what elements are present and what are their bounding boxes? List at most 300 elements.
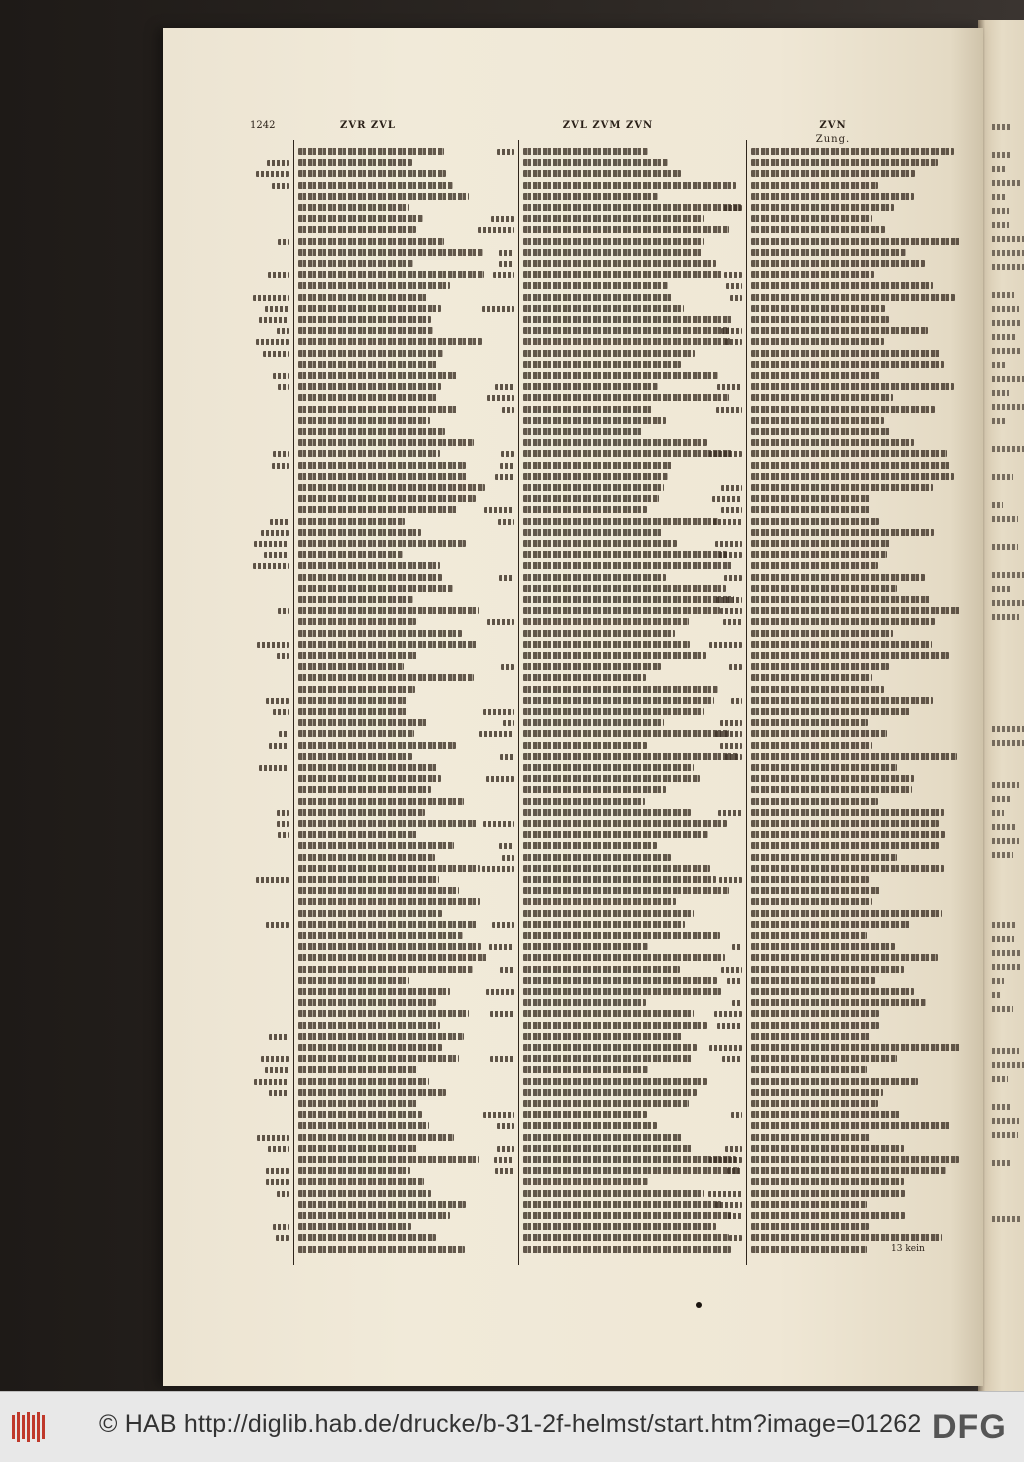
text-line	[751, 842, 939, 849]
facing-text-fragment	[992, 978, 1004, 984]
text-line	[751, 159, 938, 166]
margin-reference	[265, 306, 289, 312]
text-line	[298, 1010, 469, 1017]
text-line	[751, 932, 867, 939]
text-line	[751, 798, 878, 805]
margin-reference	[720, 608, 742, 614]
text-line	[751, 1078, 918, 1085]
catchword: 13 kein	[891, 1244, 925, 1254]
text-line	[751, 876, 869, 883]
text-line	[751, 1156, 959, 1163]
text-line	[523, 1145, 693, 1152]
text-line	[751, 652, 949, 659]
text-line	[751, 260, 925, 267]
text-line	[751, 831, 945, 838]
text-line	[523, 742, 647, 749]
text-line	[523, 383, 658, 390]
margin-reference	[719, 877, 742, 883]
text-line	[523, 518, 718, 525]
margin-reference	[491, 216, 514, 222]
text-line	[523, 697, 714, 704]
text-line	[751, 1145, 904, 1152]
margin-reference	[273, 709, 289, 715]
text-line	[523, 966, 680, 973]
facing-text-fragment	[992, 572, 1024, 578]
facing-text-fragment	[992, 222, 1009, 228]
margin-reference	[713, 519, 742, 525]
margin-reference	[273, 373, 289, 379]
text-line	[298, 842, 454, 849]
margin-reference	[501, 664, 514, 670]
facing-text-fragment	[992, 306, 1019, 312]
margin-reference	[492, 922, 514, 928]
text-line	[298, 383, 441, 390]
text-line	[751, 327, 928, 334]
facing-text-fragment	[992, 1118, 1019, 1124]
text-line	[523, 327, 729, 334]
margin-reference	[503, 720, 514, 726]
margin-reference	[716, 597, 742, 603]
text-line	[298, 1055, 459, 1062]
text-line	[298, 551, 403, 558]
margin-reference	[483, 821, 514, 827]
margin-reference	[277, 653, 289, 659]
text-line	[523, 294, 672, 301]
text-line	[523, 1178, 648, 1185]
text-line	[523, 921, 685, 928]
text-line	[751, 462, 951, 469]
facing-text-fragment	[992, 1048, 1019, 1054]
text-line	[298, 1167, 410, 1174]
text-line	[523, 798, 645, 805]
copyright-url[interactable]: © HAB http://diglib.hab.de/drucke/b-31-2f-helmst/start.htm?image=01262	[99, 1410, 922, 1438]
text-line	[298, 182, 453, 189]
margin-reference	[278, 384, 289, 390]
text-line	[751, 417, 884, 424]
margin-reference	[731, 1112, 742, 1118]
text-line	[298, 495, 476, 502]
text-line	[298, 854, 435, 861]
margin-reference	[732, 1000, 742, 1006]
text-line	[298, 518, 405, 525]
text-line	[298, 1100, 418, 1107]
text-line	[298, 305, 441, 312]
facing-page-edge	[978, 20, 1024, 1391]
text-line	[298, 865, 480, 872]
text-line	[298, 394, 438, 401]
margin-reference	[724, 575, 742, 581]
facing-text-fragment	[992, 404, 1024, 410]
text-line	[298, 988, 450, 995]
margin-reference	[272, 183, 289, 189]
text-line	[298, 260, 413, 267]
text-line	[751, 618, 935, 625]
margin-reference	[727, 978, 742, 984]
text-line	[298, 943, 481, 950]
text-line	[523, 708, 704, 715]
margin-reference	[501, 451, 514, 457]
text-line	[298, 809, 425, 816]
margin-reference	[489, 944, 514, 950]
hab-logo-bar	[12, 1415, 15, 1439]
text-line	[751, 1234, 942, 1241]
text-line	[523, 148, 648, 155]
margin-reference	[484, 507, 514, 513]
text-line	[751, 1246, 867, 1253]
text-line	[523, 775, 700, 782]
margin-reference	[499, 261, 514, 267]
margin-reference	[718, 810, 742, 816]
text-line	[751, 350, 941, 357]
text-line	[751, 372, 880, 379]
text-line	[298, 294, 427, 301]
facing-text-fragment	[992, 600, 1024, 606]
margin-reference	[278, 239, 289, 245]
text-line	[751, 518, 879, 525]
facing-text-fragment	[992, 516, 1018, 522]
margin-reference	[715, 1202, 742, 1208]
facing-text-fragment	[992, 726, 1024, 732]
margin-reference	[498, 519, 514, 525]
text-line	[298, 529, 421, 536]
text-line	[523, 753, 738, 760]
text-line	[751, 742, 872, 749]
text-line	[298, 1078, 429, 1085]
margin-reference	[256, 339, 289, 345]
facing-text-fragment	[992, 320, 1020, 326]
scanned-page	[163, 28, 983, 1386]
margin-reference	[720, 720, 742, 726]
margin-reference	[486, 776, 514, 782]
text-line	[751, 708, 911, 715]
facing-text-fragment	[992, 1132, 1018, 1138]
text-line	[751, 238, 960, 245]
text-line	[298, 473, 468, 480]
margin-reference	[257, 1135, 289, 1141]
text-line	[298, 439, 474, 446]
hab-logo-bar	[32, 1415, 35, 1439]
text-line	[298, 630, 462, 637]
facing-text-fragment	[992, 208, 1009, 214]
text-line	[523, 652, 706, 659]
text-line	[298, 708, 408, 715]
text-line	[751, 574, 925, 581]
margin-reference	[723, 619, 742, 625]
text-line	[523, 630, 675, 637]
text-line	[751, 428, 890, 435]
text-line	[298, 1201, 466, 1208]
text-line	[523, 204, 741, 211]
text-line	[751, 585, 897, 592]
text-line	[751, 473, 954, 480]
text-line	[298, 719, 428, 726]
text-line	[298, 820, 478, 827]
facing-text-fragment	[992, 1216, 1021, 1222]
text-line	[298, 730, 414, 737]
facing-text-fragment	[992, 586, 1011, 592]
text-line	[523, 361, 681, 368]
margin-reference	[482, 866, 514, 872]
margin-reference	[495, 474, 514, 480]
page-number: 1242	[250, 120, 276, 131]
text-line	[523, 1055, 692, 1062]
text-line	[523, 809, 691, 816]
facing-text-fragment	[992, 1104, 1011, 1110]
text-line	[298, 697, 407, 704]
column-header-2: ZVL ZVM ZVN	[562, 120, 654, 131]
text-line	[523, 641, 690, 648]
hab-logo-bar	[42, 1415, 45, 1439]
text-line	[523, 1089, 697, 1096]
hab-logo-bar	[22, 1415, 25, 1439]
margin-reference	[731, 698, 742, 704]
text-line	[298, 775, 441, 782]
text-line	[298, 193, 469, 200]
margin-reference	[497, 1123, 514, 1129]
margin-reference	[487, 395, 514, 401]
text-line	[298, 1033, 464, 1040]
text-line	[298, 562, 440, 569]
text-line	[523, 865, 710, 872]
margin-reference	[724, 205, 742, 211]
text-line	[751, 338, 884, 345]
text-line	[751, 484, 933, 491]
text-line	[523, 1190, 704, 1197]
text-line	[298, 753, 412, 760]
text-line	[523, 674, 646, 681]
facing-text-fragment	[992, 362, 1005, 368]
text-line	[523, 988, 721, 995]
text-line	[751, 1010, 879, 1017]
text-line	[751, 361, 944, 368]
text-line	[523, 596, 734, 603]
text-line	[298, 674, 474, 681]
text-line	[523, 529, 663, 536]
text-line	[751, 148, 954, 155]
hab-logo-bar	[37, 1412, 40, 1442]
text-line	[523, 1044, 697, 1051]
text-line	[523, 439, 707, 446]
text-line	[298, 350, 443, 357]
text-line	[298, 910, 442, 917]
text-line	[523, 764, 694, 771]
text-line	[751, 719, 868, 726]
text-line	[298, 652, 417, 659]
text-line	[751, 540, 890, 547]
text-line	[523, 1134, 683, 1141]
text-line	[298, 1190, 431, 1197]
margin-reference	[500, 754, 514, 760]
margin-reference	[497, 149, 514, 155]
column-header-3: ZVN	[819, 120, 847, 131]
text-line	[523, 1246, 731, 1253]
margin-reference	[482, 306, 514, 312]
text-line	[298, 876, 439, 883]
text-line	[523, 282, 668, 289]
facing-text-fragment	[992, 1076, 1008, 1082]
text-line	[751, 1223, 869, 1230]
text-line	[298, 170, 446, 177]
margin-reference	[709, 642, 742, 648]
text-line	[751, 910, 942, 917]
margin-reference	[721, 328, 742, 334]
margin-reference	[493, 272, 514, 278]
text-line	[751, 630, 893, 637]
text-line	[298, 1089, 446, 1096]
margin-reference	[708, 1191, 742, 1197]
margin-reference	[272, 463, 289, 469]
margin-reference	[483, 1112, 514, 1118]
text-line	[751, 999, 926, 1006]
margin-reference	[715, 731, 742, 737]
text-line	[523, 686, 718, 693]
margin-reference	[264, 552, 289, 558]
text-line	[523, 1033, 683, 1040]
margin-reference	[259, 765, 289, 771]
text-line	[298, 1134, 454, 1141]
text-line	[298, 1156, 479, 1163]
text-line	[523, 350, 695, 357]
text-line	[523, 1201, 721, 1208]
text-line	[523, 977, 717, 984]
facing-text-fragment	[992, 992, 1002, 998]
text-line	[298, 921, 478, 928]
text-line	[523, 898, 676, 905]
margin-reference	[267, 160, 289, 166]
margin-reference	[487, 619, 514, 625]
text-line	[523, 249, 702, 256]
text-line	[523, 238, 704, 245]
text-line	[751, 562, 878, 569]
facing-text-fragment	[992, 740, 1024, 746]
facing-text-fragment	[992, 292, 1014, 298]
margin-reference	[268, 272, 289, 278]
margin-reference	[269, 1034, 289, 1040]
margin-reference	[276, 1235, 289, 1241]
text-line	[298, 786, 431, 793]
margin-reference	[724, 272, 742, 278]
margin-reference	[709, 1157, 742, 1163]
margin-reference	[257, 642, 289, 648]
text-line	[523, 1010, 694, 1017]
margin-reference	[715, 541, 742, 547]
hab-logo-icon	[12, 1412, 50, 1442]
text-line	[751, 1044, 961, 1051]
text-line	[298, 1111, 422, 1118]
text-line	[523, 406, 653, 413]
facing-text-fragment	[992, 236, 1024, 242]
text-line	[298, 1234, 436, 1241]
margin-reference	[717, 384, 742, 390]
facing-text-fragment	[992, 474, 1013, 480]
text-line	[751, 988, 914, 995]
text-line	[523, 1078, 707, 1085]
text-line	[298, 686, 415, 693]
text-line	[298, 428, 445, 435]
margin-reference	[268, 1146, 289, 1152]
margin-reference	[266, 1179, 289, 1185]
margin-reference	[499, 575, 514, 581]
margin-reference	[725, 1146, 742, 1152]
text-line	[523, 663, 661, 670]
margin-reference	[263, 351, 289, 357]
text-line	[751, 966, 904, 973]
text-line	[298, 585, 453, 592]
text-line	[298, 798, 464, 805]
margin-reference	[254, 541, 289, 547]
margin-reference	[730, 295, 742, 301]
text-line	[298, 607, 479, 614]
text-line	[523, 562, 732, 569]
column-rule	[293, 140, 294, 1265]
text-line	[751, 450, 947, 457]
text-line	[298, 372, 458, 379]
text-line	[298, 1246, 465, 1253]
text-line	[523, 540, 677, 547]
text-line	[523, 999, 646, 1006]
text-line	[751, 596, 930, 603]
text-line	[751, 786, 912, 793]
text-line	[751, 1111, 901, 1118]
text-line	[751, 607, 960, 614]
margin-reference	[727, 1168, 742, 1174]
text-line	[751, 697, 933, 704]
text-line	[298, 159, 412, 166]
column-rule	[518, 140, 519, 1265]
text-line	[298, 484, 485, 491]
facing-text-fragment	[992, 1160, 1011, 1166]
text-line	[751, 316, 889, 323]
facing-text-fragment	[992, 1006, 1013, 1012]
text-line	[523, 316, 732, 323]
ink-dot	[696, 1302, 702, 1308]
facing-text-fragment	[992, 544, 1018, 550]
text-line	[751, 394, 893, 401]
text-line	[523, 730, 729, 737]
margin-reference	[259, 317, 289, 323]
text-line	[298, 898, 480, 905]
facing-text-fragment	[992, 194, 1007, 200]
text-line	[751, 305, 885, 312]
column-subheader: Zung.	[815, 134, 851, 145]
margin-reference	[490, 1011, 514, 1017]
text-line	[298, 641, 477, 648]
margin-reference	[500, 967, 514, 973]
margin-reference	[269, 1090, 289, 1096]
text-line	[523, 1066, 648, 1073]
text-line	[523, 226, 729, 233]
margin-reference	[253, 295, 289, 301]
text-line	[523, 551, 727, 558]
facing-text-fragment	[992, 782, 1019, 788]
text-line	[298, 954, 487, 961]
margin-reference	[270, 519, 289, 525]
facing-text-fragment	[992, 810, 1004, 816]
text-line	[523, 1223, 716, 1230]
text-line	[751, 282, 933, 289]
text-line	[751, 641, 932, 648]
text-line	[751, 977, 875, 984]
text-line	[751, 215, 872, 222]
facing-text-fragment	[992, 936, 1014, 942]
text-line	[523, 932, 720, 939]
text-line	[751, 1033, 871, 1040]
margin-reference	[722, 1056, 742, 1062]
margin-reference	[497, 1146, 514, 1152]
text-line	[523, 1022, 707, 1029]
margin-reference	[725, 339, 742, 345]
facing-text-fragment	[992, 348, 1020, 354]
